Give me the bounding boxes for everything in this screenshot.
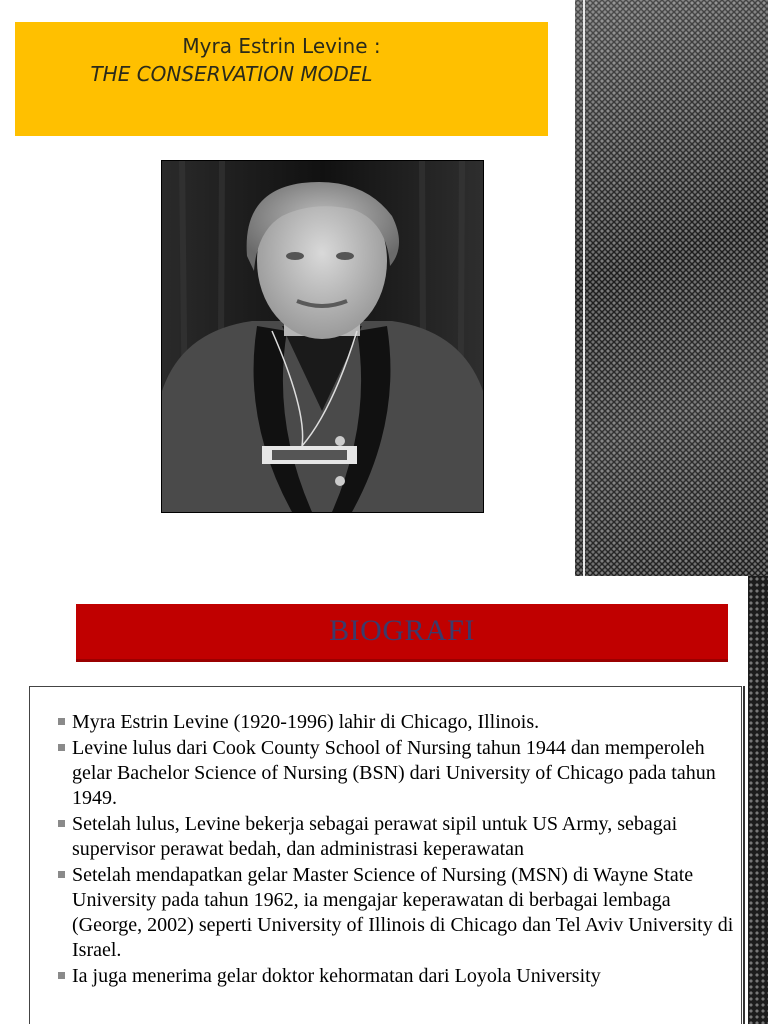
bullet-text: Ia juga menerima gelar doktor kehormatan dari Loyola University bbox=[72, 965, 601, 987]
decorative-pattern-strip bbox=[575, 0, 768, 576]
decorative-pattern-strip-2 bbox=[748, 576, 768, 1024]
title-box bbox=[15, 22, 548, 136]
square-bullet-icon bbox=[58, 744, 65, 751]
title-line-2: THE CONSERVATION MODEL bbox=[90, 62, 373, 86]
square-bullet-icon bbox=[58, 972, 65, 979]
decorative-divider-line-2 bbox=[743, 686, 745, 1024]
list-item bbox=[58, 736, 738, 811]
list-item bbox=[58, 964, 738, 989]
bullet-text: Setelah mendapatkan gelar Master Science of Nursing (MSN) di Wayne State University pada tahun 1962, ia mengajar keperawatan di berbagai lembaga (George, 2002) seperti University of Illinois di Chicago dan Tel Aviv University di Israel. bbox=[72, 864, 734, 961]
decorative-divider-line bbox=[583, 0, 585, 576]
list-item bbox=[58, 812, 738, 862]
list-item bbox=[58, 710, 738, 735]
square-bullet-icon bbox=[58, 820, 65, 827]
bullet-text: Levine lulus dari Cook County School of Nursing tahun 1944 dan memperoleh gelar Bachelor Science of Nursing (BSN) dari University of Chicago pada tahun 1949. bbox=[72, 737, 716, 809]
list-item bbox=[58, 863, 738, 963]
section-title: BIOGRAFI bbox=[329, 614, 475, 647]
bullet-text: Setelah lulus, Levine bekerja sebagai perawat sipil untuk US Army, sebagai supervisor perawat bedah, dan administrasi keperawatan bbox=[72, 813, 678, 860]
square-bullet-icon bbox=[58, 718, 65, 725]
title-line-1: Myra Estrin Levine : bbox=[182, 34, 381, 58]
slide-2 bbox=[0, 576, 768, 1024]
biography-bullet-list bbox=[58, 710, 738, 990]
section-banner bbox=[76, 604, 728, 662]
portrait-illustration bbox=[162, 161, 483, 512]
portrait-photo bbox=[161, 160, 484, 513]
square-bullet-icon bbox=[58, 871, 65, 878]
bullet-text: Myra Estrin Levine (1920-1996) lahir di Chicago, Illinois. bbox=[72, 711, 540, 733]
